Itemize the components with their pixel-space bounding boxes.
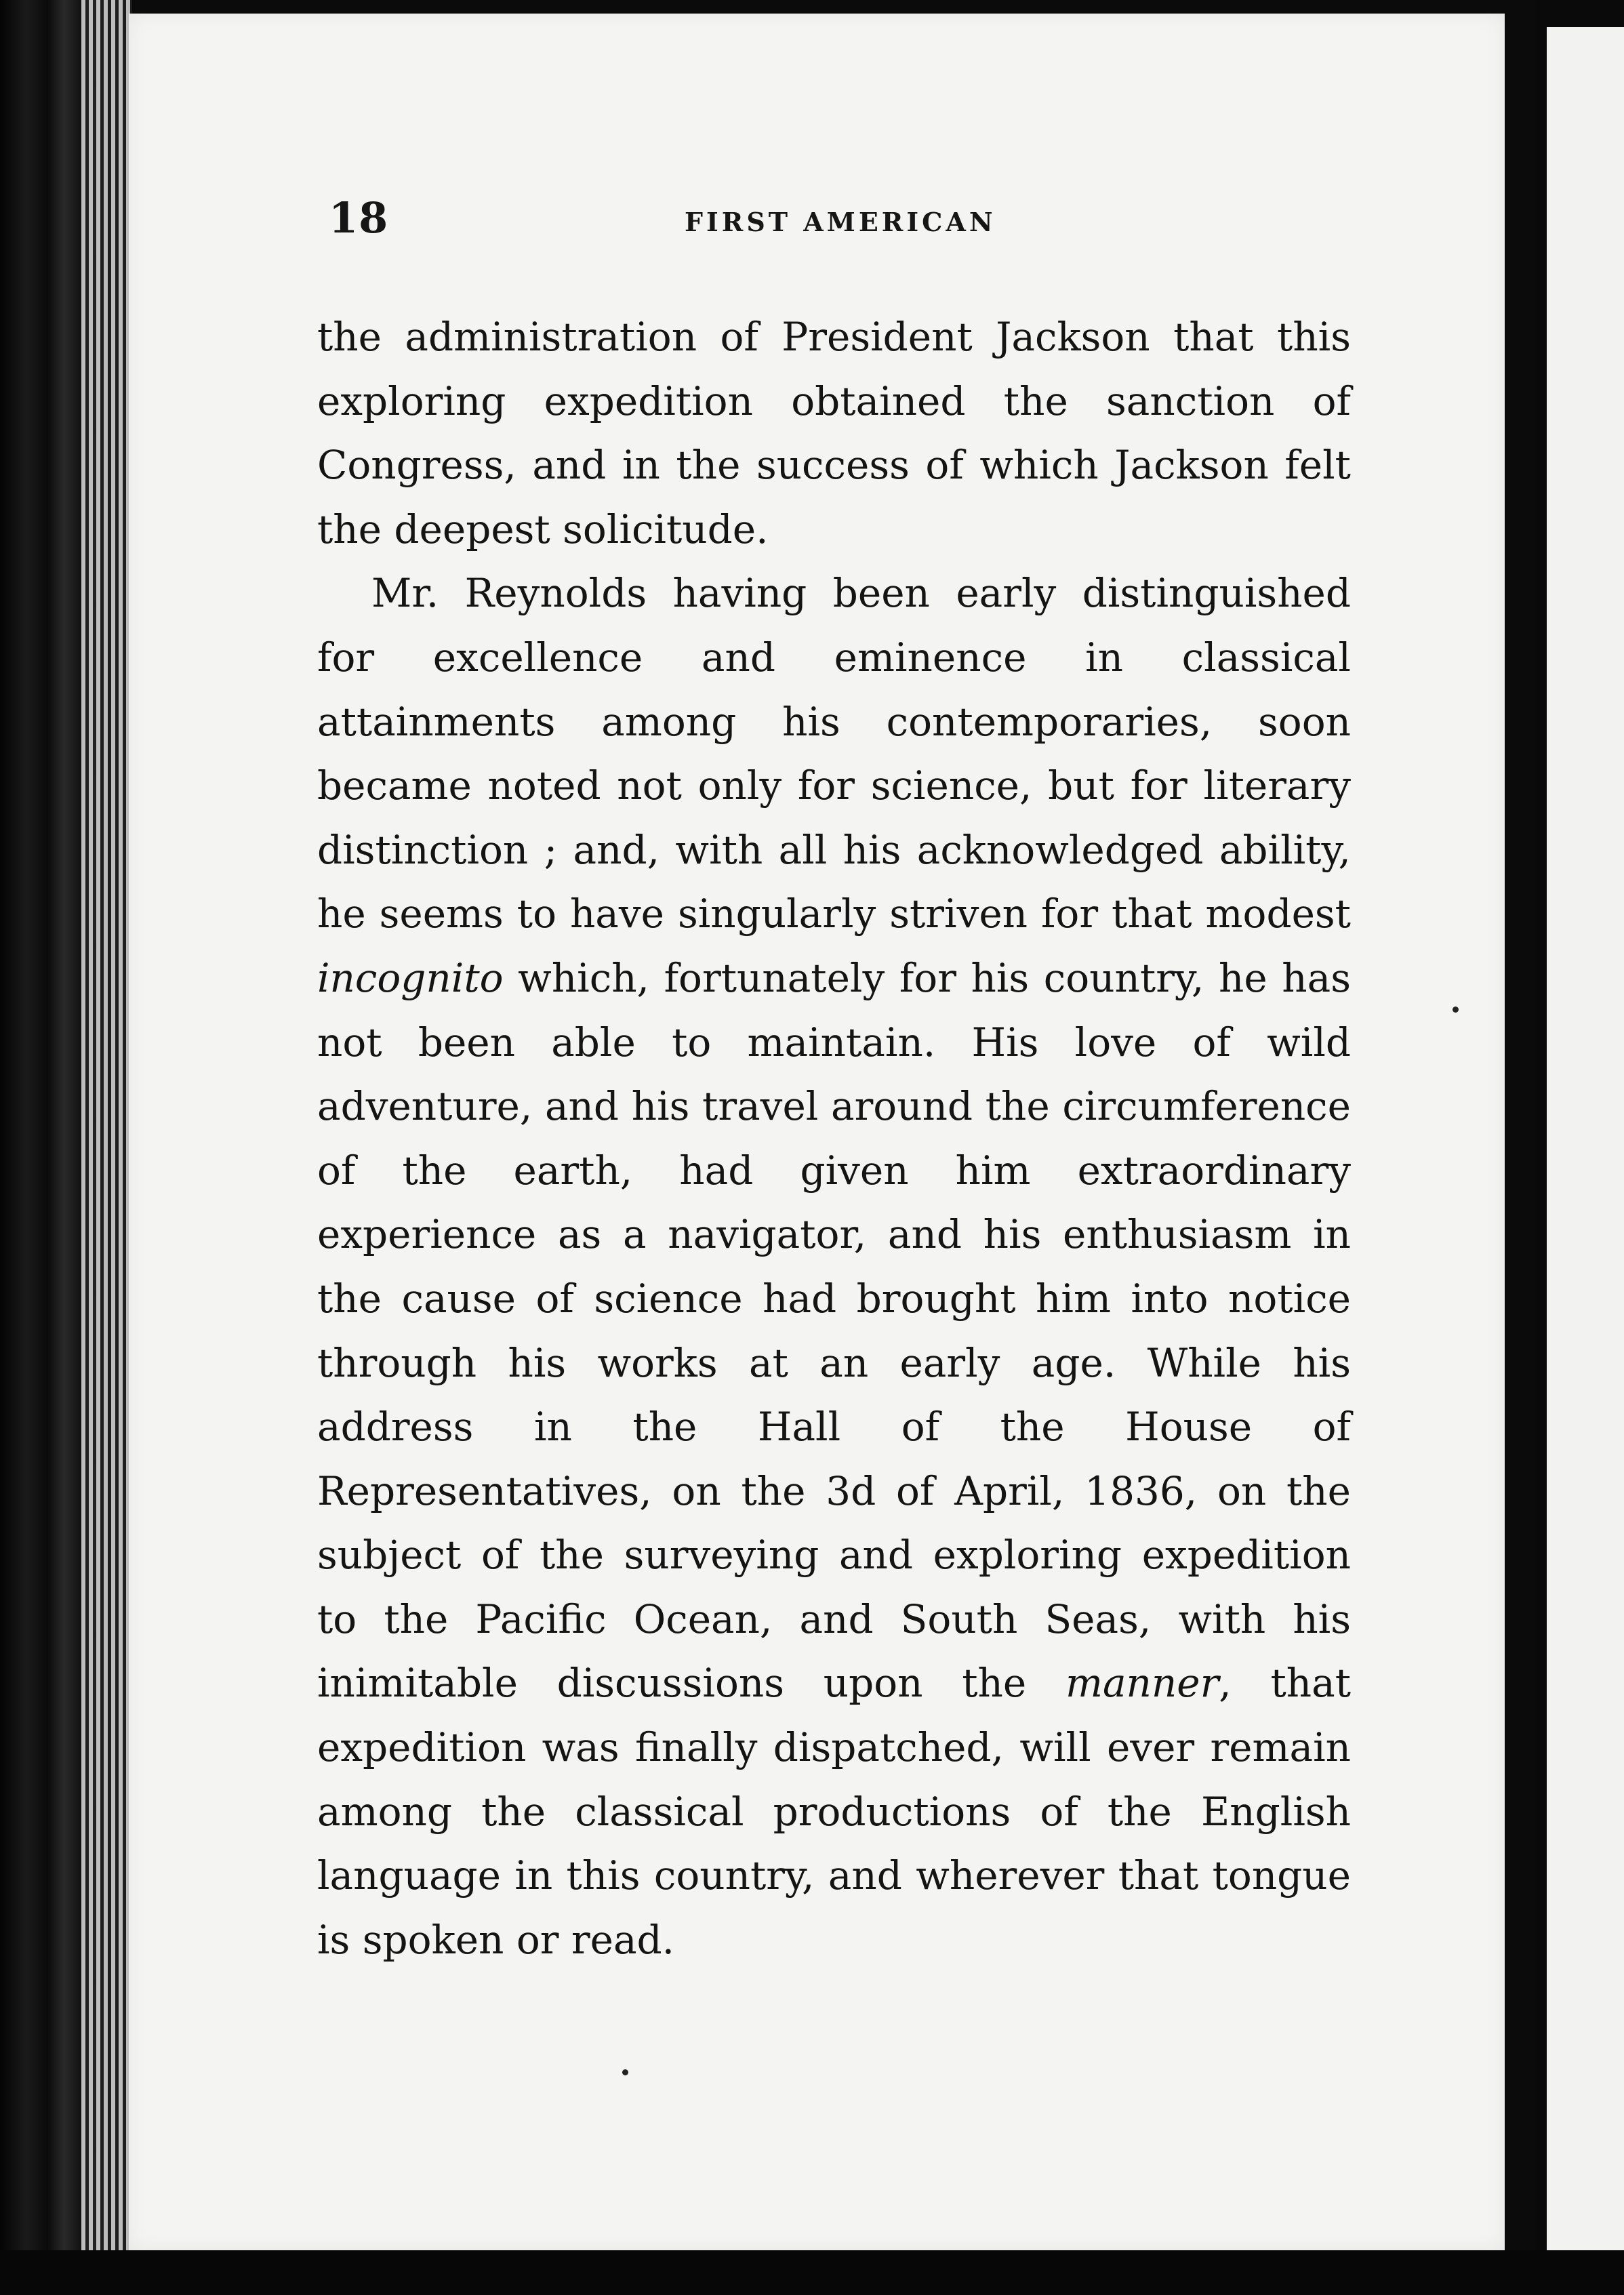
italic-manner: manner: [1065, 1660, 1219, 1707]
paragraph-1: [317, 305, 1351, 561]
running-title: FIRST AMERICAN: [685, 207, 996, 237]
ink-speck: [1453, 1007, 1459, 1013]
page-number: 18: [329, 193, 389, 243]
paragraph-1-text: the administration of President Jackson that this exploring expedition obtained the sanction of Congress, and in the success of which Jackson felt the deepest solicitude.: [317, 314, 1351, 552]
ink-speck: [622, 2069, 628, 2075]
scan-bottom-edge: [0, 2250, 1624, 2295]
paragraph-2-text-b: which, fortunately for his country, he has not been able to maintain. His love of wild adventure, and his travel around the circumference of the earth, had given him extraordinary experience as a navigator, and his enthusiasm in the cause of science had brought him into notice through his works at an early age. While his address in the Hall of the House of Representatives, on the 3d of April, 1836, on the subject of the surveying and exploring expedition to the Pacific Ocean, and South Seas, with his inimitable discussions upon the: [317, 954, 1351, 1707]
paragraph-2-text-c: , that expedition was finally dispatched, will ever remain among the classical productions of the English language in this country, and wherever that tongue is spoken or read.: [317, 1660, 1352, 1963]
page-edges: [81, 0, 132, 2295]
paragraph-2-text-a: Mr. Reynolds having been early distinguished for excellence and eminence in classical attainments among his contemporaries, soon became noted not only for science, but for literary distinction ; and, with all his acknowledged ability, he seems to have singularly striven for that modest: [317, 570, 1351, 937]
facing-page-edge: [1547, 27, 1624, 2257]
paragraph-2: [317, 561, 1351, 1972]
page-header: [329, 193, 1013, 247]
body-text: [317, 305, 1351, 1972]
italic-incognito: incognito: [317, 954, 504, 1001]
